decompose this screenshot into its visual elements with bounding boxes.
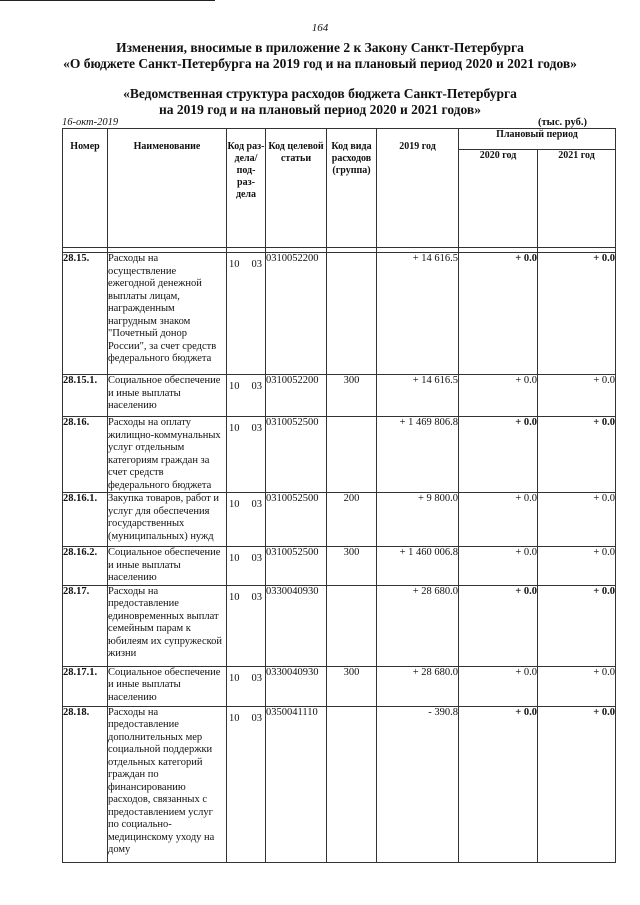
row-podrazdel-code: 03: [251, 712, 262, 724]
table-row: [63, 706, 616, 862]
header-number: Номер: [63, 129, 108, 248]
row-razdel-code: 10: [229, 423, 240, 434]
row-razdel-code: 10: [229, 259, 240, 270]
row-amount-2021: + 0.0: [538, 417, 616, 493]
row-podrazdel-code: 03: [251, 423, 262, 434]
row-number: 28.16.: [63, 417, 108, 493]
row-amount-2020: + 0.0: [459, 547, 538, 586]
row-number: 28.16.2.: [63, 547, 108, 586]
row-podrazdel-code: 03: [251, 499, 262, 510]
header-2020: 2020 год: [459, 150, 538, 248]
row-vid-code: [327, 706, 377, 862]
row-razdel: [227, 493, 266, 547]
row-amount-2019: - 390.8: [377, 706, 459, 862]
row-amount-2021: + 0.0: [538, 706, 616, 862]
row-name: Закупка товаров, работ и услуг для обеспечения государственных (муниципальных) нужд: [108, 493, 227, 547]
row-amount-2019: + 28 680.0: [377, 666, 459, 706]
row-amount-2020: + 0.0: [459, 253, 538, 375]
table-body: [63, 248, 616, 863]
row-podrazdel-code: 03: [251, 591, 262, 603]
row-name: Социальное обеспечение и иные выплаты населению: [108, 666, 227, 706]
row-amount-2021: + 0.0: [538, 375, 616, 417]
row-amount-2020: + 0.0: [459, 666, 538, 706]
row-razdel-code: 10: [229, 712, 240, 724]
row-razdel-code: 10: [229, 553, 240, 564]
row-target-code: 0310052500: [266, 547, 327, 586]
row-vid-code: [327, 253, 377, 375]
budget-table: [62, 128, 616, 863]
row-number: 28.15.: [63, 253, 108, 375]
row-podrazdel-code: 03: [251, 259, 262, 270]
row-number: 28.17.1.: [63, 666, 108, 706]
row-name: Расходы на предоставление единовременных выплат семейным парам к юбилеям их супружеской жизни: [108, 585, 227, 666]
row-razdel-code: 10: [229, 381, 240, 392]
row-razdel: [227, 417, 266, 493]
row-target-code: 0310052200: [266, 375, 327, 417]
document-subtitle-line-2: на 2019 год и на плановый период 2020 и 2021 годов»: [159, 102, 481, 117]
row-razdel: [227, 547, 266, 586]
table-row: [63, 375, 616, 417]
row-podrazdel-code: 03: [251, 381, 262, 392]
row-name: Расходы на предоставление дополнительных мер социальной поддержки отдельных категорий граждан по финансированию расходов, связанных с предоставлением услуг по социально-медицинскому уходу на дому: [108, 706, 227, 862]
row-razdel: [227, 706, 266, 862]
document-title-line-2: «О бюджете Санкт-Петербурга на 2019 год и на плановый период 2020 и 2021 годов»: [63, 56, 577, 71]
header-target: Код целевой статьи: [266, 129, 327, 248]
row-number: 28.15.1.: [63, 375, 108, 417]
row-vid-code: 300: [327, 375, 377, 417]
row-amount-2019: + 28 680.0: [377, 585, 459, 666]
row-podrazdel-code: 03: [251, 553, 262, 564]
row-amount-2020: + 0.0: [459, 706, 538, 862]
table-row: [63, 493, 616, 547]
row-name: Расходы на оплату жилищно-коммунальных услуг отдельным категориям граждан за счет средств федерального бюджета: [108, 417, 227, 493]
row-razdel-code: 10: [229, 499, 240, 510]
document-title-line-1: Изменения, вносимые в приложение 2 к Закону Санкт-Петербурга: [116, 40, 524, 55]
row-target-code: 0330040930: [266, 666, 327, 706]
header-razdel: Код раз- дела/ под- раз- дела: [227, 129, 266, 248]
row-amount-2021: + 0.0: [538, 493, 616, 547]
row-amount-2020: + 0.0: [459, 493, 538, 547]
document-subtitle-line-1: «Ведомственная структура расходов бюджета Санкт-Петербурга: [123, 86, 517, 101]
row-amount-2019: + 1 460 006.8: [377, 547, 459, 586]
row-podrazdel-code: 03: [251, 672, 262, 684]
row-vid-code: 300: [327, 666, 377, 706]
row-razdel: [227, 666, 266, 706]
table-row: [63, 666, 616, 706]
row-amount-2021: + 0.0: [538, 547, 616, 586]
row-number: 28.17.: [63, 585, 108, 666]
row-vid-code: [327, 417, 377, 493]
row-amount-2021: + 0.0: [538, 253, 616, 375]
row-name: Социальное обеспечение и иные выплаты населению: [108, 547, 227, 586]
top-rule: [0, 0, 215, 1]
row-vid-code: 300: [327, 547, 377, 586]
header-2019: 2019 год: [377, 129, 459, 248]
row-razdel: [227, 375, 266, 417]
row-amount-2021: + 0.0: [538, 585, 616, 666]
row-target-code: 0310052500: [266, 417, 327, 493]
row-amount-2019: + 14 616.5: [377, 253, 459, 375]
row-amount-2019: + 9 800.0: [377, 493, 459, 547]
row-target-code: 0350041110: [266, 706, 327, 862]
header-vid: Код вида расходов (группа): [327, 129, 377, 248]
row-amount-2021: + 0.0: [538, 666, 616, 706]
page-number: 164: [311, 22, 329, 34]
row-target-code: 0310052500: [266, 493, 327, 547]
row-vid-code: [327, 585, 377, 666]
document-date: 16-окт-2019: [62, 117, 119, 128]
table-row: [63, 253, 616, 375]
table-row: [63, 585, 616, 666]
row-amount-2020: + 0.0: [459, 375, 538, 417]
row-amount-2020: + 0.0: [459, 585, 538, 666]
row-razdel: [227, 585, 266, 666]
row-amount-2020: + 0.0: [459, 417, 538, 493]
table-row: [63, 547, 616, 586]
row-razdel-code: 10: [229, 591, 240, 603]
header-planned-period: Плановый период: [459, 129, 616, 150]
row-vid-code: 200: [327, 493, 377, 547]
row-name: Социальное обеспечение и иные выплаты населению: [108, 375, 227, 417]
row-number: 28.16.1.: [63, 493, 108, 547]
row-razdel-code: 10: [229, 672, 240, 684]
header-2021: 2021 год: [538, 150, 616, 248]
table-row: [63, 417, 616, 493]
row-razdel: [227, 253, 266, 375]
row-amount-2019: + 1 469 806.8: [377, 417, 459, 493]
units-label: (тыс. руб.): [538, 117, 587, 128]
row-target-code: 0330040930: [266, 585, 327, 666]
row-amount-2019: + 14 616.5: [377, 375, 459, 417]
row-number: 28.18.: [63, 706, 108, 862]
row-name: Расходы на осуществление ежегодной денежной выплаты лицам, награжденным нагрудным знаком "Почетный донор России", за счет средств федерального бюджета: [108, 253, 227, 375]
row-target-code: 0310052200: [266, 253, 327, 375]
header-name: Наименование: [108, 129, 227, 248]
